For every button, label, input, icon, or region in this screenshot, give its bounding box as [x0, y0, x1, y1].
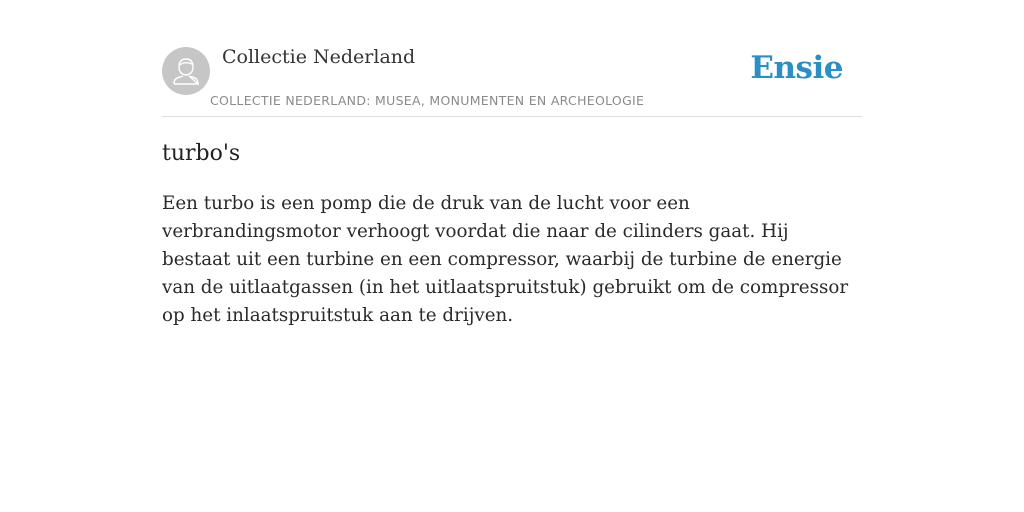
entry-card — [162, 40, 862, 330]
author-subtitle[interactable]: COLLECTIE NEDERLAND: MUSEA, MONUMENTEN EN ARCHEOLOGIE — [210, 93, 645, 108]
author-avatar[interactable] — [162, 47, 210, 95]
ensie-logo[interactable]: Ensie — [750, 50, 843, 86]
entry-title: turbo's — [162, 141, 241, 166]
entry-definition: Een turbo is een pomp die de druk van de lucht voor een verbrandingsmotor verhoogt voordat die naar de cilinders gaat. Hij bestaat uit een turbine en een compressor, waarbij de turbine de energie van de uitlaatgassen (in het uitlaatspruitstuk) gebruikt om de compressor op het inlaatspruitstuk aan te drijven. — [162, 193, 849, 326]
author-name[interactable]: Collectie Nederland — [222, 46, 416, 68]
user-silhouette-icon — [162, 47, 210, 95]
entry-header — [162, 40, 862, 117]
